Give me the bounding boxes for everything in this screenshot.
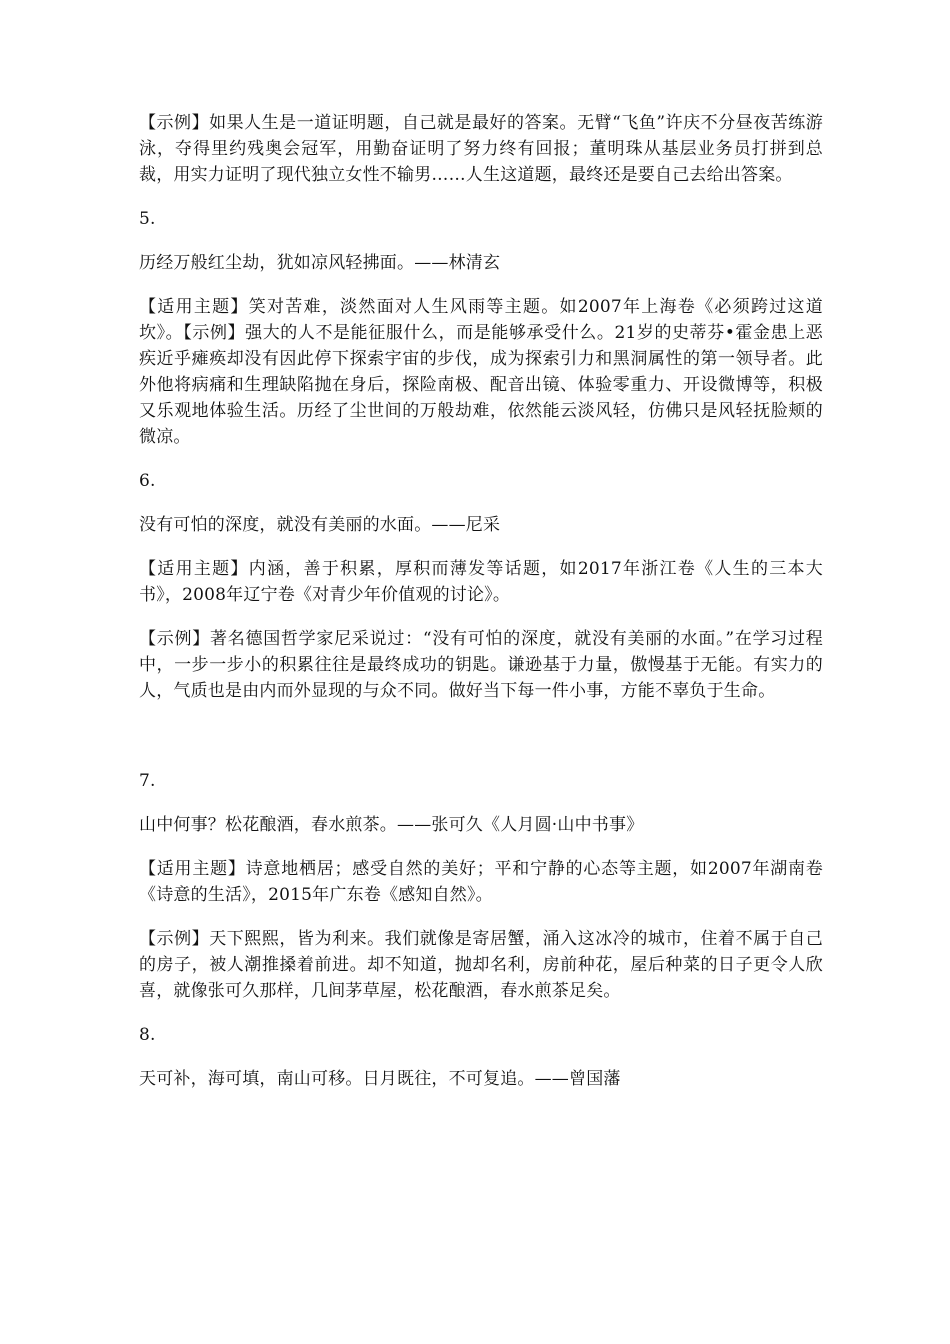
- example-paragraph: 【示例】著名德国哲学家尼采说过：“没有可怕的深度，就没有美丽的水面。”在学习过程中，一步一步小的积累往往是最终成功的钥匙。谦逊基于力量，傲慢基于无能。有实力的人，气质也是由内而外显现的与众不同。做好当下每一件小事，方能不辜负于生命。: [139, 629, 823, 701]
- quote-line: 没有可怕的深度，就没有美丽的水面。——尼采: [139, 515, 501, 535]
- item-number: 5.: [139, 209, 156, 229]
- example-paragraph: 【示例】如果人生是一道证明题，自己就是最好的答案。无臂“飞鱼”许庆不分昼夜苦练游泳，夺得里约残奥会冠军，用勤奋证明了努力终有回报；董明珠从基层业务员打拼到总裁，用实力证明了现代独立女性不输男……人生这道题，最终还是要自己去给出答案。: [139, 113, 823, 185]
- quote-line: 天可补，海可填，南山可移。日月既往，不可复追。——曾国藩: [139, 1069, 621, 1089]
- quote-line: 历经万般红尘劫，犹如凉风轻拂面。——林清玄: [139, 253, 501, 273]
- item-number: 6.: [139, 471, 156, 491]
- item-number: 7.: [139, 771, 156, 791]
- theme-paragraph: 【适用主题】内涵，善于积累，厚积而薄发等话题，如2017年浙江卷《人生的三本大书》，2008年辽宁卷《对青少年价值观的讨论》。: [139, 559, 823, 605]
- example-paragraph: 【示例】天下熙熙，皆为利来。我们就像是寄居蟹，涌入这冰冷的城市，住着不属于自己的房子，被人潮推搡着前进。却不知道，抛却名利，房前种花，屋后种菜的日子更令人欣喜，就像张可久那样，几间茅草屋，松花酿酒，春水煎茶足矣。: [139, 929, 823, 1001]
- theme-paragraph: 【适用主题】笑对苦难，淡然面对人生风雨等主题。如2007年上海卷《必须跨过这道坎》。【示例】强大的人不是能征服什么，而是能够承受什么。21岁的史蒂芬•霍金患上恶疾近乎瘫痪却没有因此停下探索宇宙的步伐，成为探索引力和黑洞属性的第一领导者。此外他将病痛和生理缺陷抛在身后，探险南极、配音出镜、体验零重力、开设微博等，积极又乐观地体验生活。历经了尘世间的万般劫难，依然能云淡风轻，仿佛只是风轻抚脸颊的微凉。: [139, 297, 823, 447]
- quote-line: 山中何事？松花酿酒，春水煎茶。——张可久《人月圆·山中书事》: [139, 815, 644, 835]
- document-page: [139, 110, 823, 1092]
- theme-paragraph: 【适用主题】诗意地栖居；感受自然的美好；平和宁静的心态等主题，如2007年湖南卷《诗意的生活》，2015年广东卷《感知自然》。: [139, 859, 823, 905]
- item-number: 8.: [139, 1025, 156, 1045]
